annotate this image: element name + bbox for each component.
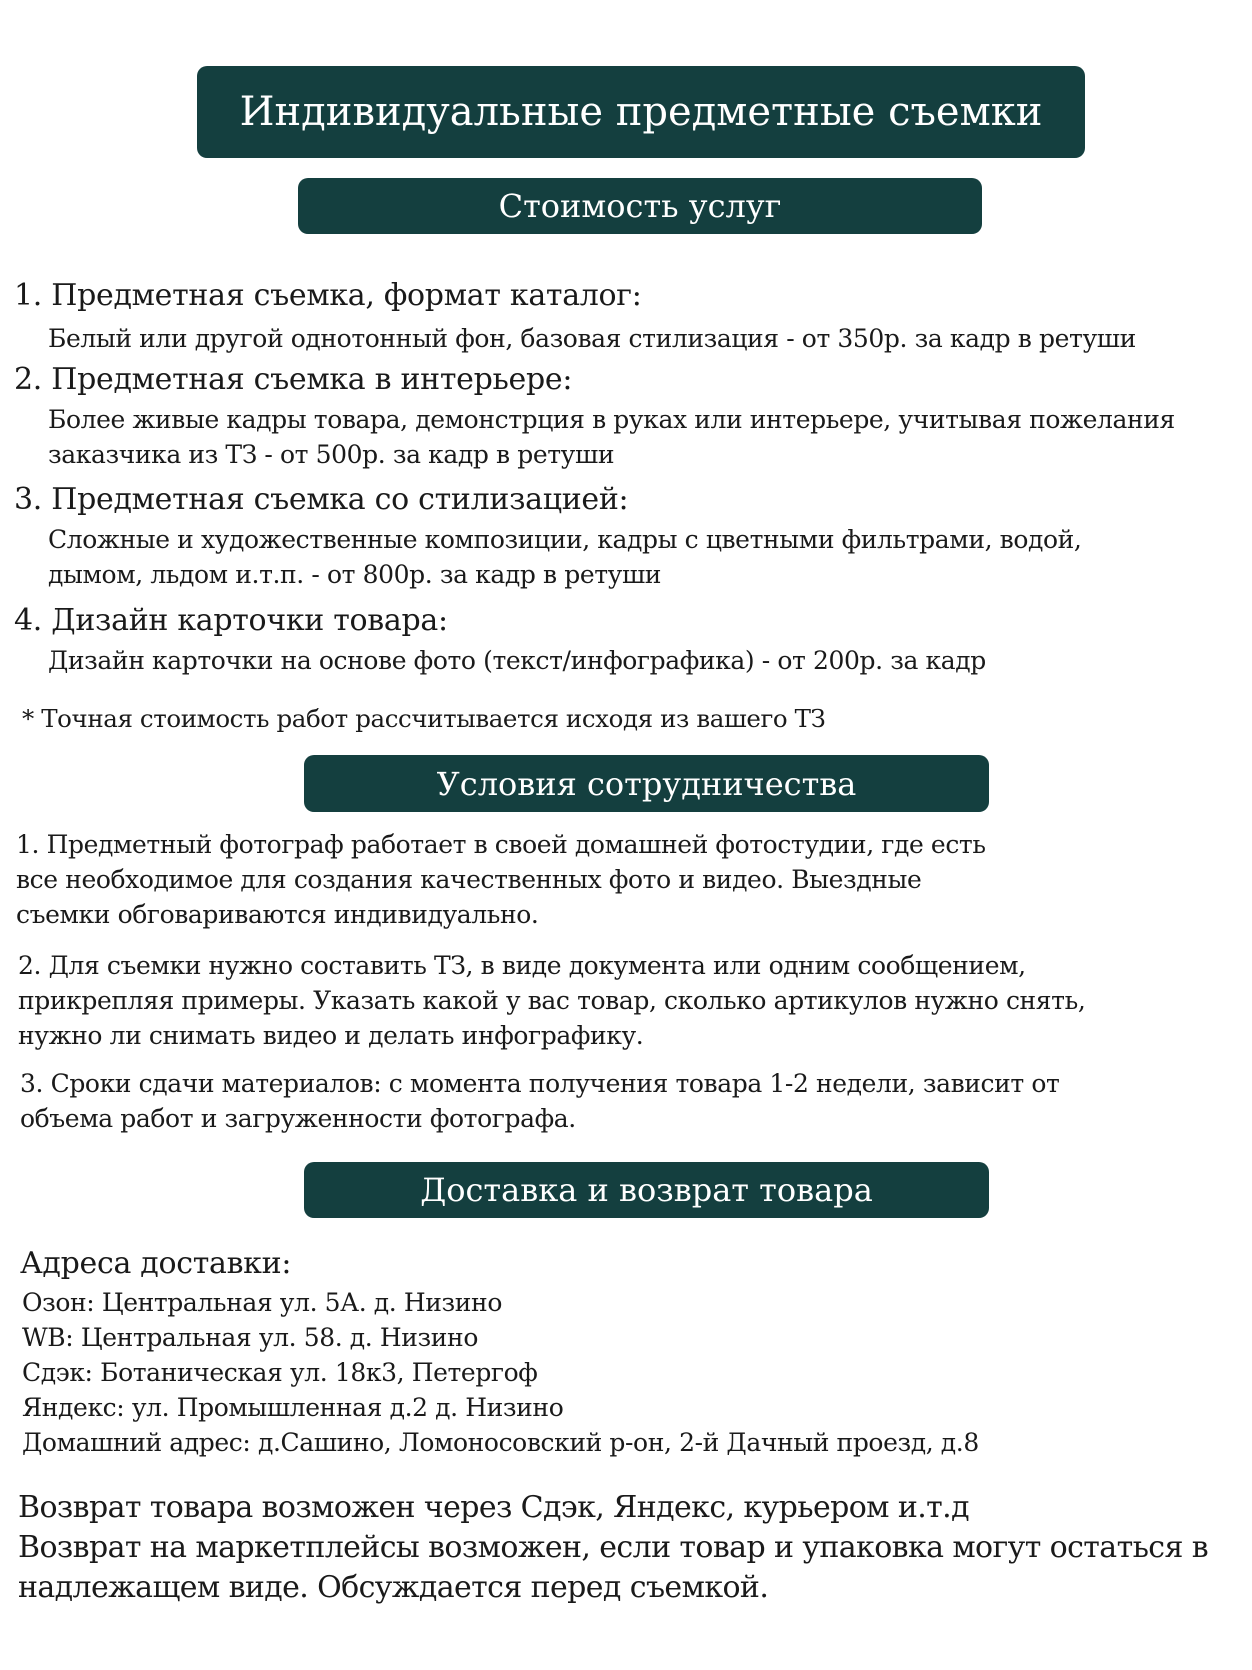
- address-item: Озон: Центральная ул. 5А. д. Низино: [22, 1288, 502, 1317]
- terms-line: 2. Для съемки нужно составить ТЗ, в виде документа или одним сообщением,: [18, 951, 1026, 980]
- page-title-banner: [197, 66, 1085, 158]
- section-title: Стоимость услуг: [498, 187, 782, 225]
- terms-line: прикрепляя примеры. Указать какой у вас товар, сколько артикулов нужно снять,: [18, 986, 1086, 1015]
- addresses-title: Адреса доставки:: [20, 1246, 292, 1281]
- pricing-item-title: 2. Предметная съемка в интерьере:: [14, 362, 573, 397]
- pricing-item-desc: дымом, льдом и.т.п. - от 800р. за кадр в ретуши: [48, 560, 662, 589]
- pricing-note: * Точная стоимость работ рассчитывается исходя из вашего ТЗ: [22, 704, 826, 733]
- pricing-item-desc: Сложные и художественные композиции, кадры с цветными фильтрами, водой,: [48, 525, 1082, 554]
- returns-line: Возврат на маркетплейсы возможен, если товар и упаковка могут остаться в: [18, 1530, 1209, 1565]
- section-header-pricing: [298, 178, 982, 234]
- address-item: WB: Центральная ул. 58. д. Низино: [22, 1323, 478, 1352]
- returns-line: надлежащем виде. Обсуждается перед съемкой.: [18, 1570, 769, 1605]
- section-title: Доставка и возврат товара: [420, 1171, 873, 1209]
- pricing-item-desc: Белый или другой однотонный фон, базовая стилизация - от 350р. за кадр в ретуши: [48, 324, 1136, 353]
- pricing-item-desc: Дизайн карточки на основе фото (текст/инфографика) - от 200р. за кадр: [48, 646, 986, 675]
- address-item: Яндекс: ул. Промышленная д.2 д. Низино: [22, 1393, 564, 1422]
- returns-line: Возврат товара возможен через Сдэк, Яндекс, курьером и.т.д: [18, 1490, 969, 1525]
- section-title: Условия сотрудничества: [436, 764, 857, 803]
- section-header-delivery: [304, 1162, 989, 1218]
- terms-line: все необходимое для создания качественных фото и видео. Выездные: [16, 865, 922, 894]
- terms-paragraph: [18, 948, 1085, 1053]
- address-list: [22, 1285, 979, 1460]
- terms-line: съемки обговариваются индивидуально.: [16, 900, 539, 929]
- terms-line: 1. Предметный фотограф работает в своей домашней фотостудии, где есть: [16, 830, 986, 859]
- pricing-item-title: 4. Дизайн карточки товара:: [14, 603, 448, 638]
- returns-text: [18, 1488, 1208, 1608]
- pricing-item-title: 1. Предметная съемка, формат каталог:: [14, 278, 642, 313]
- section-header-terms: [304, 755, 989, 812]
- address-item: Домашний адрес: д.Сашино, Ломоносовский р-он, 2-й Дачный проезд, д.8: [22, 1428, 979, 1457]
- pricing-item-desc: Более живые кадры товара, демонстрция в руках или интерьере, учитывая пожелания: [48, 405, 1175, 434]
- terms-paragraph: [20, 1066, 1060, 1136]
- terms-line: объема работ и загруженности фотографа.: [20, 1104, 576, 1133]
- page-title: Индивидуальные предметные съемки: [239, 89, 1043, 135]
- terms-line: 3. Сроки сдачи материалов: с момента получения товара 1-2 недели, зависит от: [20, 1069, 1060, 1098]
- pricing-item-title: 3. Предметная съемка со стилизацией:: [14, 482, 629, 517]
- terms-paragraph: [16, 827, 986, 932]
- terms-line: нужно ли снимать видео и делать инфографику.: [18, 1021, 644, 1050]
- pricing-item-desc: заказчика из ТЗ - от 500р. за кадр в ретуши: [48, 440, 615, 469]
- address-item: Сдэк: Ботаническая ул. 18к3, Петергоф: [22, 1358, 538, 1387]
